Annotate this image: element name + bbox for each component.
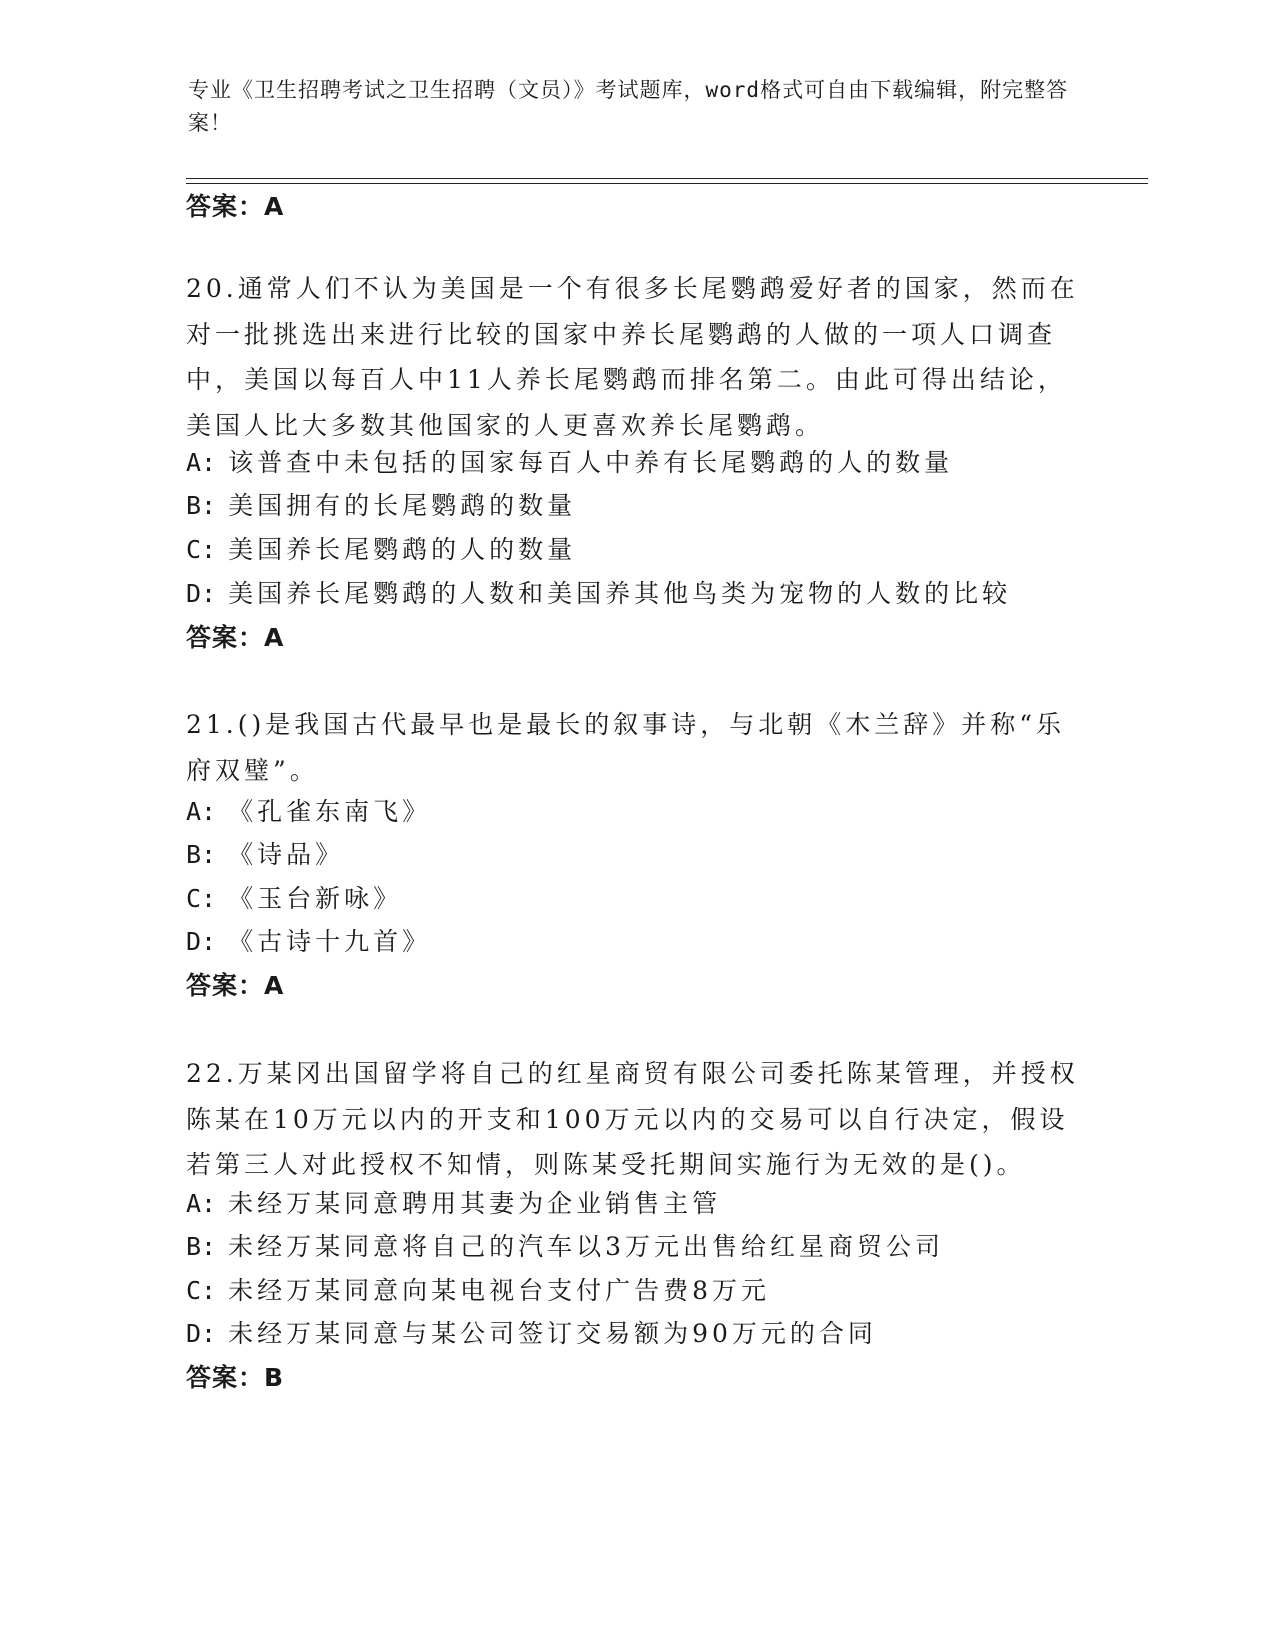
option-letter: C: [186,1276,217,1305]
option-c [186,1274,1086,1308]
question-stem: 21.()是我国古代最早也是最长的叙事诗，与北朝《木兰辞》并称“乐府双璧”。 [186,710,1066,785]
option-text: 未经万某同意与某公司签订交易额为90万元的合同 [228,1319,877,1348]
option-a [186,1187,1086,1221]
option-letter: A: [186,1189,217,1218]
option-text: 《诗品》 [228,840,345,869]
answer-value: B [264,1363,285,1392]
header-text: 专业《卫生招聘考试之卫生招聘（文员）》考试题库，word格式可自由下载编辑，附完整答案！ [188,78,1069,135]
option-c [186,882,1086,916]
option-letter: B: [186,1232,217,1261]
option-b [186,1230,1086,1264]
question-stem: 20.通常人们不认为美国是一个有很多长尾鹦鹉爱好者的国家，然而在对一批挑选出来进行比较的国家中养长尾鹦鹉的人做的一项人口调查中，美国以每百人中11人养长尾鹦鹉而排名第二。由此可得出结论，美国人比大多数其他国家的人更喜欢养长尾鹦鹉。 [186,274,1079,440]
header-divider-bottom [186,183,1148,184]
header-divider-top [186,178,1148,179]
option-a [186,446,1086,480]
option-d [186,925,1086,959]
option-d [186,577,1086,611]
answer-line [186,1361,284,1395]
option-letter: C: [186,884,217,913]
option-text: 未经万某同意聘用其妻为企业销售主管 [228,1189,722,1218]
answer-value: A [264,971,285,1000]
answer-label: 答案： [186,192,265,221]
option-text: 《孔雀东南飞》 [228,797,432,826]
answer-label: 答案： [186,1363,265,1392]
option-text: 美国拥有的长尾鹦鹉的数量 [228,491,577,520]
option-letter: A: [186,448,217,477]
option-d [186,1317,1086,1351]
option-letter: C: [186,535,217,564]
answer-line [186,969,284,1003]
option-letter: A: [186,797,217,826]
option-letter: B: [186,491,217,520]
document-header [188,74,1088,140]
option-letter: D: [186,1319,217,1348]
option-text: 未经万某同意将自己的汽车以3万元出售给红星商贸公司 [228,1232,944,1261]
answer-value: A [264,623,285,652]
answer-line [186,621,284,655]
answer-line [186,190,284,224]
option-text: 该普查中未包括的国家每百人中养有长尾鹦鹉的人的数量 [228,448,954,477]
answer-label: 答案： [186,971,265,1000]
option-b [186,838,1086,872]
option-text: 未经万某同意向某电视台支付广告费8万元 [228,1276,770,1305]
option-c [186,533,1086,567]
option-letter: D: [186,579,217,608]
option-text: 美国养长尾鹦鹉的人数和美国养其他鸟类为宠物的人数的比较 [228,579,1012,608]
answer-label: 答案： [186,623,265,652]
option-text: 《玉台新咏》 [228,884,403,913]
option-letter: B: [186,840,217,869]
option-letter: D: [186,927,217,956]
answer-value: A [264,192,285,221]
option-b [186,489,1086,523]
option-text: 美国养长尾鹦鹉的人的数量 [228,535,577,564]
question-stem: 22.万某冈出国留学将自己的红星商贸有限公司委托陈某管理，并授权陈某在10万元以内的开支和100万元以内的交易可以自行决定，假设若第三人对此授权不知情，则陈某受托期间实施行为无效的是()。 [186,1059,1079,1179]
option-a [186,795,1086,829]
option-text: 《古诗十九首》 [228,927,432,956]
